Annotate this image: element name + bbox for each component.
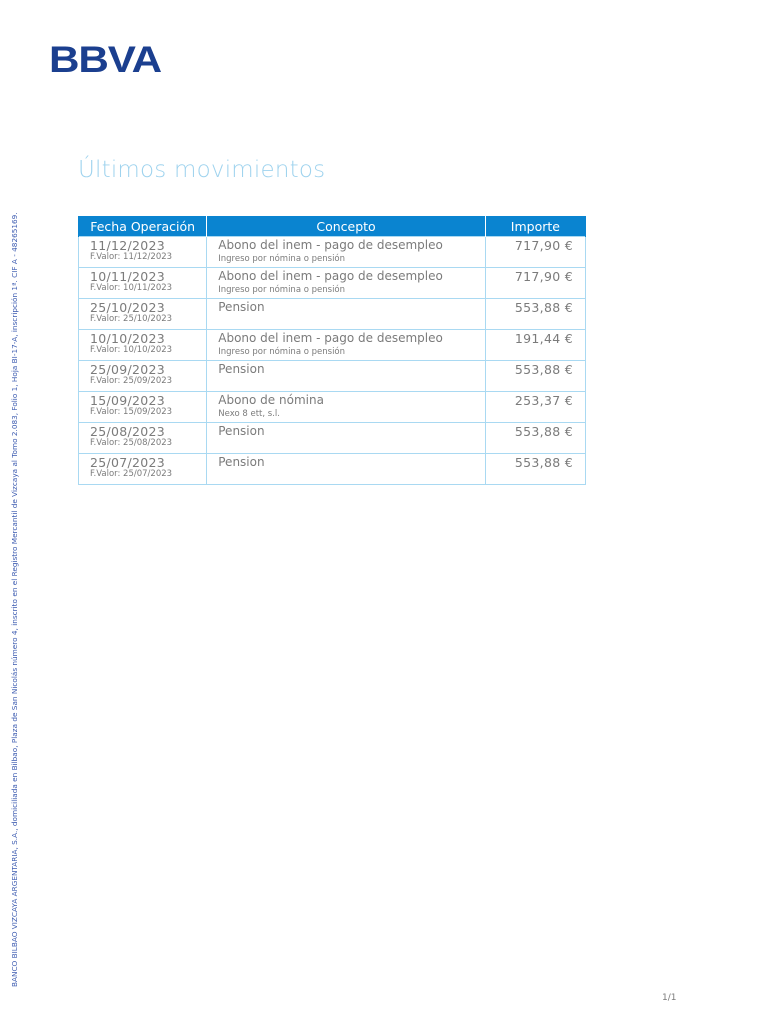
operation-date: 25/08/2023 [90, 424, 166, 439]
amount-cell [485, 237, 585, 268]
concept-detail: Ingreso por nómina o pensión [218, 254, 346, 264]
concept-text: Abono del inem - pago de desempleo [218, 269, 443, 283]
amount-cell [485, 299, 585, 330]
value-date: F.Valor: 25/07/2023 [90, 469, 173, 479]
date-cell [79, 361, 207, 392]
value-date: F.Valor: 10/11/2023 [90, 283, 173, 293]
logo-wordmark: BBVA [49, 40, 161, 76]
amount-value: 191,44 € [514, 331, 573, 346]
date-cell [79, 237, 207, 268]
concept-cell [207, 454, 486, 485]
value-date: F.Valor: 25/10/2023 [90, 314, 173, 324]
table-row [79, 268, 586, 299]
value-date: F.Valor: 15/09/2023 [90, 407, 173, 417]
amount-value: 253,37 € [514, 393, 573, 408]
amount-value: 717,90 € [514, 269, 573, 284]
amount-cell [485, 454, 585, 485]
concept-text: Pension [218, 424, 265, 438]
amount-value: 553,88 € [514, 455, 573, 470]
date-cell [79, 392, 207, 423]
operation-date: 25/10/2023 [90, 300, 166, 315]
amount-cell [485, 330, 585, 361]
amount-value: 717,90 € [514, 238, 573, 253]
amount-value: 553,88 € [514, 300, 573, 315]
table-row [79, 392, 586, 423]
page-title: Últimos movimientos [78, 157, 326, 183]
concept-text: Abono del inem - pago de desempleo [218, 331, 443, 345]
page-number: 1/1 [662, 993, 677, 1003]
table-row [79, 361, 586, 392]
table-row [79, 299, 586, 330]
header-amount: Importe [485, 216, 585, 237]
legal-notice: BANCO BILBAO VIZCAYA ARGENTARIA, S.A., domiciliada en Bilbao, Plaza de San Nicolás número 4, inscrito en el Registro Mercantil de Vizcaya al Tomo 2.083, Folio 1, Hoja BI-17-A, inscripción 1ª. CIF A - 48265169. [10, 212, 19, 987]
concept-detail: Ingreso por nómina o pensión [218, 285, 346, 295]
amount-value: 553,88 € [514, 424, 573, 439]
amount-cell [485, 361, 585, 392]
concept-detail: Nexo 8 ett, s.l. [218, 409, 280, 419]
operation-date: 15/09/2023 [90, 393, 166, 408]
concept-cell [207, 423, 486, 454]
header-concept: Concepto [207, 216, 486, 237]
value-date: F.Valor: 25/08/2023 [90, 438, 173, 448]
header-date: Fecha Operación [79, 216, 207, 237]
operation-date: 10/10/2023 [90, 331, 166, 346]
concept-cell [207, 268, 486, 299]
operation-date: 11/12/2023 [90, 238, 166, 253]
amount-cell [485, 392, 585, 423]
value-date: F.Valor: 11/12/2023 [90, 252, 173, 262]
concept-detail: Ingreso por nómina o pensión [218, 347, 346, 357]
concept-text: Abono de nómina [218, 393, 324, 407]
concept-text: Pension [218, 455, 265, 469]
date-cell [79, 268, 207, 299]
amount-cell [485, 268, 585, 299]
table-row [79, 330, 586, 361]
concept-text: Pension [218, 300, 265, 314]
concept-cell [207, 392, 486, 423]
value-date: F.Valor: 10/10/2023 [90, 345, 173, 355]
concept-text: Pension [218, 362, 265, 376]
operation-date: 25/09/2023 [90, 362, 166, 377]
date-cell [79, 330, 207, 361]
operation-date: 10/11/2023 [90, 269, 166, 284]
concept-cell [207, 361, 486, 392]
table-row [79, 423, 586, 454]
movements-table [78, 216, 586, 485]
concept-cell [207, 237, 486, 268]
date-cell [79, 299, 207, 330]
concept-cell [207, 299, 486, 330]
table-row [79, 237, 586, 268]
date-cell [79, 423, 207, 454]
date-cell [79, 454, 207, 485]
operation-date: 25/07/2023 [90, 455, 166, 470]
table-row [79, 454, 586, 485]
value-date: F.Valor: 25/09/2023 [90, 376, 173, 386]
bbva-logo [49, 40, 161, 76]
concept-text: Abono del inem - pago de desempleo [218, 238, 443, 252]
amount-cell [485, 423, 585, 454]
table-header-row [79, 216, 586, 237]
amount-value: 553,88 € [514, 362, 573, 377]
concept-cell [207, 330, 486, 361]
